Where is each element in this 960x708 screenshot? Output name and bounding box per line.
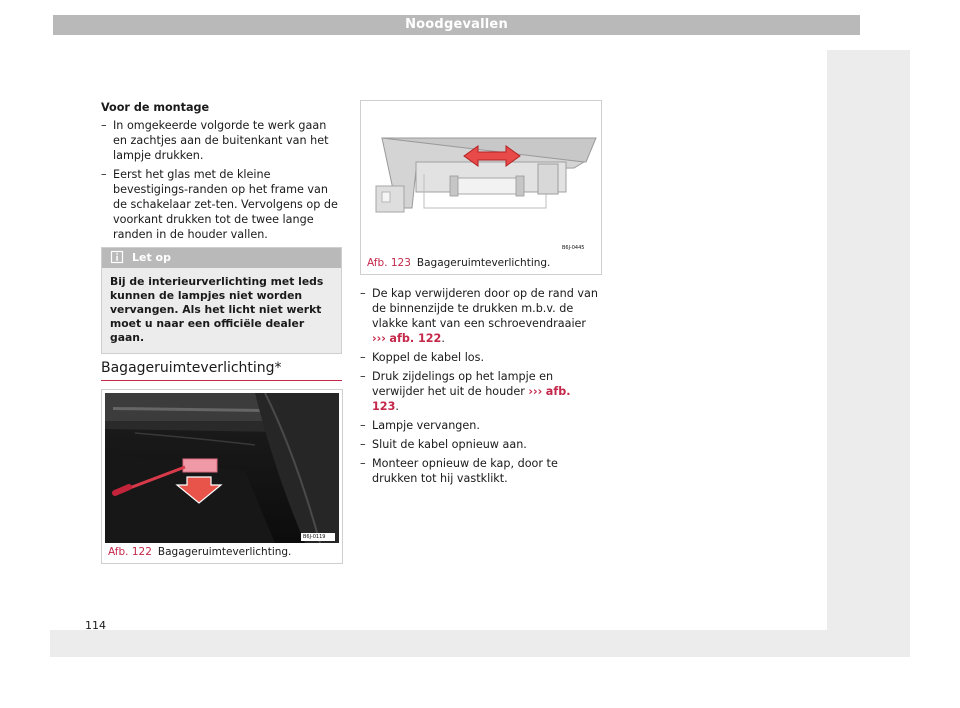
figure-123-image <box>364 104 598 258</box>
list-item: – In omgekeerde volgorde te werk gaan en zachtjes aan de buitenkant van het lampje drukken. <box>101 118 342 163</box>
figure-label: Afb. 122 <box>108 546 152 558</box>
page-number: 114 <box>85 619 106 632</box>
info-icon <box>110 250 124 264</box>
figure-link[interactable]: afb. 122 <box>389 332 442 345</box>
figure-caption-text: Bagageruimteverlichting. <box>157 546 292 558</box>
list-item: – Eerst het glas met de kleine bevestigings-randen op het frame van de schakelaar zet-ten. Vervolgens op de voorkant drukken tot de twee lange randen in de houder vallen. <box>101 167 342 242</box>
figure-122-caption <box>108 545 291 559</box>
figure-label: Afb. 123 <box>367 257 411 269</box>
replacement-section <box>360 286 600 490</box>
figure-caption-text: Bagageruimteverlichting. <box>416 257 551 269</box>
figure-123-caption <box>367 256 550 270</box>
figure-122 <box>101 389 343 564</box>
mounting-section <box>101 100 342 246</box>
note-box <box>101 247 342 354</box>
list-item: – Druk zijdelings op het lampje en verwijder het uit de houder ››› afb. 123. <box>360 369 600 414</box>
section-title: Bagageruimteverlichting* <box>101 358 342 381</box>
list-item: – Monteer opnieuw de kap, door te drukken tot hij vastklikt. <box>360 456 600 486</box>
figure-123-code: B6J-0445 <box>562 245 585 251</box>
list-item: – Sluit de kabel opnieuw aan. <box>360 437 600 452</box>
list-item: – Koppel de kabel los. <box>360 350 600 365</box>
mounting-steps <box>101 118 342 242</box>
mounting-heading: Voor de montage <box>101 101 210 114</box>
list-item: – De kap verwijderen door op de rand van de binnenzijde te drukken m.b.v. de vlakke kant van een schroevendraaier ››› afb. 122. <box>360 286 600 346</box>
chapter-header: Noodgevallen <box>53 15 860 35</box>
note-header <box>102 248 341 268</box>
note-text: Bij de interieurverlichting met leds kunnen de lampjes niet worden vervangen. Als het licht niet werkt moet u naar een officiële dealer gaan. <box>102 268 341 353</box>
figure-122-code: B6J-0119 <box>303 534 326 540</box>
figure-123 <box>360 100 602 275</box>
replacement-steps <box>360 286 600 486</box>
note-title: Let op <box>132 251 171 264</box>
figure-link[interactable]: afb. 123 <box>372 385 571 413</box>
figure-122-image <box>105 393 339 547</box>
list-item: – Lampje vervangen. <box>360 418 600 433</box>
